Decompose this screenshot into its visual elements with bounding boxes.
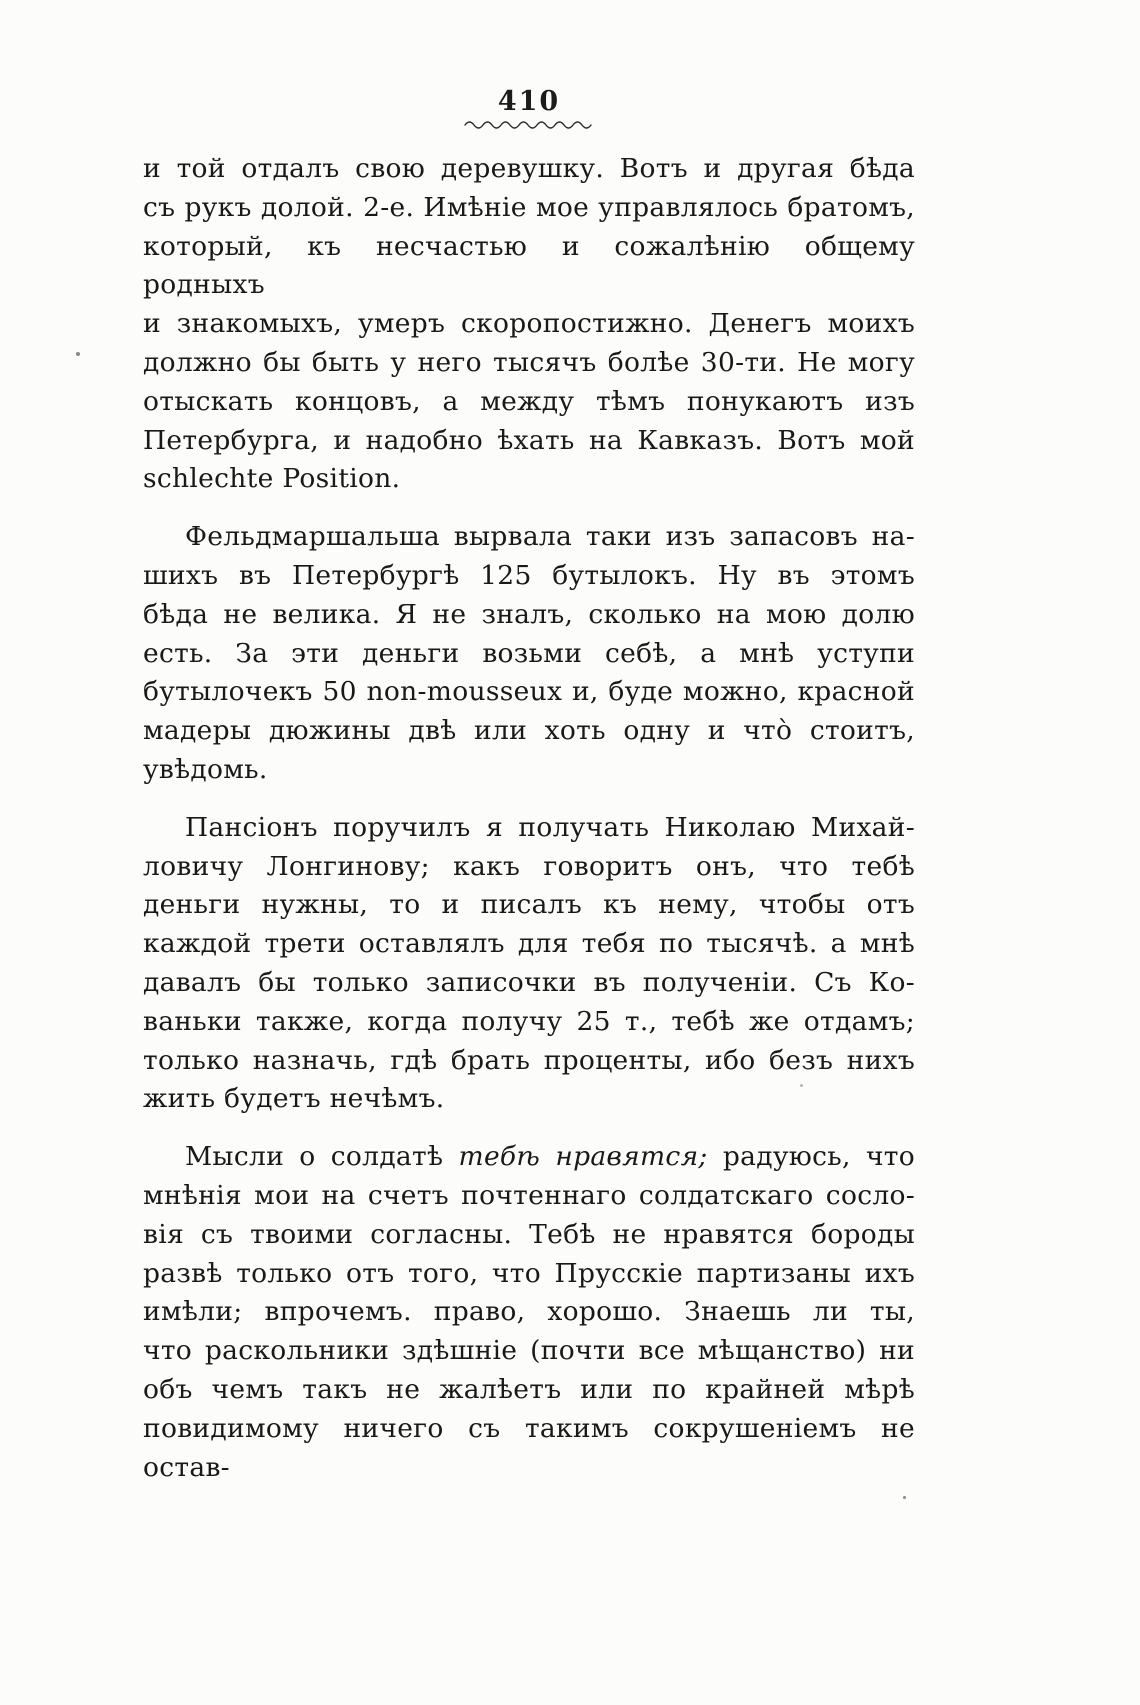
body-text: съ рукъ долой. 2-е. Имѣніе мое управлялось братомъ, [143, 191, 915, 223]
text-line [143, 1216, 915, 1255]
body-text: каждой трети оставлялъ для тебя по тысячѣ. а мнѣ [143, 928, 915, 960]
body-text: ваньки также, когда получу 25 т., тебѣ же отдамъ; [143, 1005, 915, 1037]
text-line [143, 305, 915, 344]
body-text: который, къ несчастью и сожалѣнію общему родныхъ [143, 230, 915, 301]
text-line [143, 1042, 915, 1081]
emphasized-text: тебѣ нравятся; [458, 1141, 708, 1173]
scan-speck [76, 352, 80, 356]
text-line [143, 1371, 915, 1410]
text-line [143, 383, 915, 422]
body-text: имѣли; впрочемъ. право, хорошо. Знаешь ли ты, [143, 1296, 915, 1328]
body-text: бѣда не велика. Я не зналъ, сколько на мою долю [143, 598, 915, 630]
body-text: мнѣнія мои на счетъ почтеннаго солдатскаго сосло- [143, 1179, 915, 1211]
text-line [143, 189, 915, 228]
text-line [143, 712, 915, 751]
text-line [143, 673, 915, 712]
text-line [143, 1255, 915, 1294]
text-line [143, 1410, 915, 1488]
text-line [143, 964, 915, 1003]
body-text: вія съ твоими согласны. Тебѣ не нравятся бороды [143, 1218, 915, 1250]
body-text: и той отдалъ свою деревушку. Вотъ и другая бѣда [143, 153, 915, 184]
body-text: увѣдомь. [143, 753, 268, 785]
text-line [143, 557, 915, 596]
body-text: что раскольники здѣшніе (почти все мѣщанство) ни [143, 1335, 915, 1367]
text-line [143, 150, 915, 189]
text-line [143, 886, 915, 925]
text-line [143, 596, 915, 635]
body-text: мадеры дюжины двѣ или хоть одну и чтò стоитъ, [143, 715, 915, 747]
body-text: Мысли о солдатѣ [185, 1141, 459, 1173]
body-text: ловичу Лонгинову; какъ говоритъ онъ, что тебѣ [143, 850, 915, 882]
body-text: и знакомыхъ, умеръ скоропостижно. Денегъ моихъ [143, 308, 915, 340]
text-line [143, 809, 915, 848]
text-line [143, 518, 915, 557]
body-text: должно бы быть у него тысячъ болѣе 30-ти. Не могу [143, 346, 915, 378]
text-line [143, 635, 915, 674]
body-text: шихъ въ Петербургѣ 125 бутылокъ. Ну въ этомъ [143, 559, 915, 591]
text-line [143, 1293, 915, 1332]
scan-speck [903, 1496, 906, 1499]
text-line [143, 751, 915, 790]
body-text: объ чемъ такъ не жалѣетъ или по крайней мѣрѣ [143, 1373, 915, 1405]
page-number: 410 [497, 86, 561, 117]
paragraph [143, 150, 915, 499]
paragraph [143, 1138, 915, 1487]
text-line [143, 925, 915, 964]
body-text: деньги нужны, то и писалъ къ нему, чтобы отъ [143, 889, 915, 921]
text-line [143, 1177, 915, 1216]
body-text: Пансіонъ поручилъ я получать Николаю Михай- [185, 811, 915, 843]
text-line [143, 344, 915, 383]
text-line [143, 848, 915, 887]
body-text: жить будетъ нечѣмъ. [143, 1083, 445, 1115]
paragraph [143, 518, 915, 790]
text-line [143, 228, 915, 306]
body-text: радуюсь, что [707, 1141, 915, 1173]
text-block [143, 150, 915, 1506]
body-text: только назначь, гдѣ брать проценты, ибо безъ нихъ [143, 1044, 915, 1076]
body-text: отыскать концовъ, а между тѣмъ понукаютъ изъ [143, 385, 915, 417]
text-line [143, 1332, 915, 1371]
body-text: развѣ только отъ того, что Прусскіе партизаны ихъ [143, 1257, 915, 1289]
page-header [143, 86, 915, 130]
paragraph [143, 809, 915, 1119]
body-text: Петербурга, и надобно ѣхать на Кавказъ. Вотъ мой [143, 424, 915, 456]
body-text: бутылочекъ 50 non-mousseux и, буде можно, красной [143, 676, 915, 708]
body-text: schlechte Position. [143, 463, 401, 495]
text-line [143, 422, 915, 461]
text-line [143, 1003, 915, 1042]
body-text: давалъ бы только записочки въ полученіи. Съ Ко- [143, 966, 915, 998]
scan-speck [800, 1084, 803, 1087]
body-text: Фельдмаршальша вырвала таки изъ запасовъ на- [185, 521, 915, 553]
text-line [143, 1138, 915, 1177]
body-text: есть. За эти деньги возьми себѣ, а мнѣ уступи [143, 637, 915, 669]
wavy-underline-icon [463, 118, 595, 130]
body-text: повидимому ничего съ такимъ сокрушеніемъ не остав- [143, 1412, 915, 1483]
text-line [143, 460, 915, 499]
